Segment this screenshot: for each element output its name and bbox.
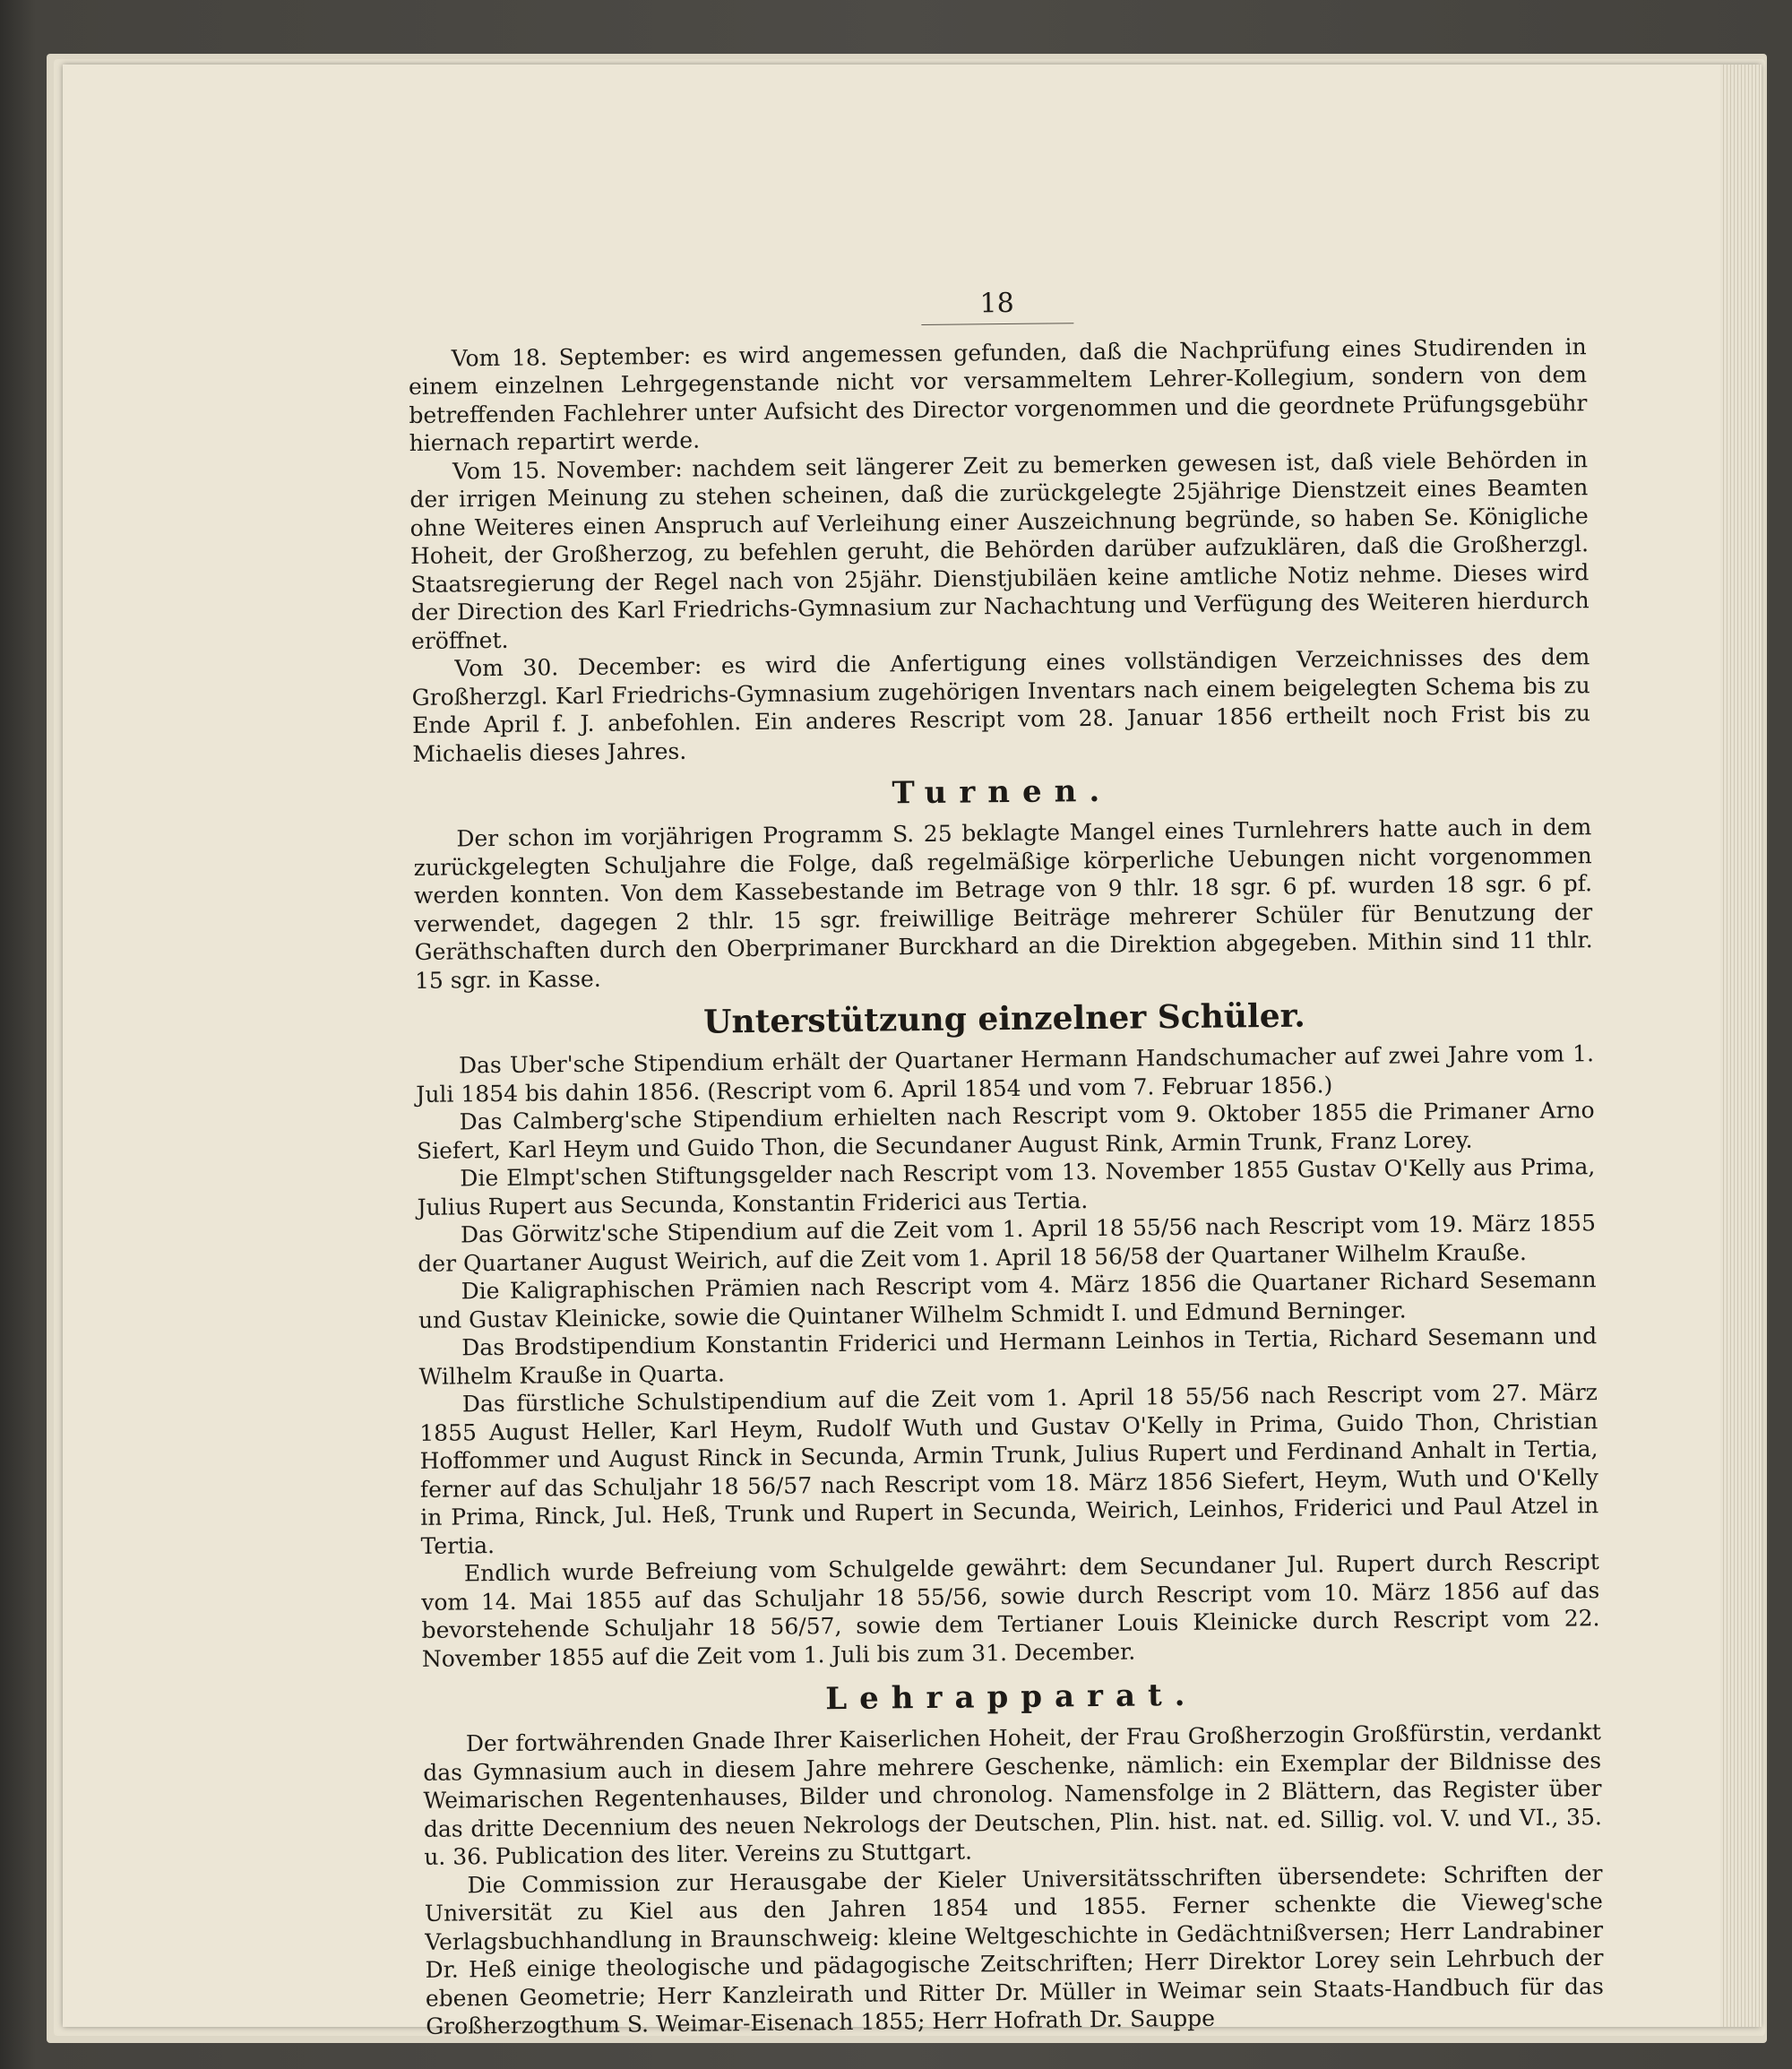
paragraph: Der fortwährenden Gnade Ihrer Kaiserlichen Hoheit, der Frau Großherzogin Großfürstin, verdankt das Gymnasium auch in diesem Jahre mehrere Geschenke, nämlich: ein Exemplar der Bildnisse des Weimarischen Regentenhauses, Bilder und chronolog. Namensfolge in 2 Blättern, das Register über das dritte Decennium des neuen Nekrologs der Deutschen, Plin. hist. nat. ed. Sillig. vol. V. und VI., 35. u. 36. Publication des liter. Vereins zu Stuttgart. [423,1719,1602,1870]
paragraph: Vom 15. November: nachdem seit längerer Zeit zu bemerken gewesen ist, daß viele Behörden in der irrigen Meinung zu stehen scheinen, daß die zurückgelegte 25jährige Dienstzeit eines Beamten ohne Weiteres einen Anspruch auf Verleihung einer Auszeichnung begründe, so haben Se. Königliche Hoheit, der Großherzog, zu befehlen geruht, die Behörden darüber aufzuklären, daß die Großherzgl. Staatsregierung der Regel nach von 25jähr. Dienstjubiläen keine amtliche Notiz nehme. Dieses wird der Direction des Karl Friedrichs-Gymnasium zur Nachachtung und Verfügung des Weiteren hierdurch eröffnet. [409,445,1590,654]
page-edges [1720,65,1762,2027]
paragraph: Das Calmberg'sche Stipendium erhielten nach Rescript vom 9. Oktober 1855 die Primaner Arno Siefert, Karl Heym und Guido Thon, die Secundaner August Rink, Armin Trunk, Franz Lorey. [416,1097,1595,1164]
paragraph: Das Uber'sche Stipendium erhält der Quartaner Hermann Handschumacher auf zwei Jahre vom 1. Juli 1854 bis dahin 1856. (Rescript vom 6. April 1854 und vom 7. Februar 1856.) [416,1040,1595,1108]
paragraph: Vom 18. September: es wird angemessen gefunden, daß die Nachprüfung eines Studirenden in einem einzelnen Lehrgegenstande nicht vor versammeltem Lehrer-Kollegium, sondern von dem betreffenden Fachlehrer unter Aufsicht des Director vorgenommen und die geordnete Prüfungsgebühr hiernach repartirt werde. [408,332,1588,456]
paragraph: Die Kaligraphischen Prämien nach Rescript vom 4. März 1856 die Quartaner Richard Sesemann und Gustav Kleinicke, sowie die Quintaner Wilhelm Schmidt I. und Edmund Berninger. [418,1266,1597,1333]
page-number: 18 [920,289,1073,324]
paragraph: Endlich wurde Befreiung vom Schulgelde gewährt: dem Secundaner Jul. Rupert durch Rescript vom 14. Mai 1855 auf das Schuljahr 18 55/56, sowie durch Rescript vom 10. März 1856 auf das bevorstehende Schuljahr 18 56/57, sowie dem Tertianer Louis Kleinicke durch Rescript vom 22. November 1855 auf die Zeit vom 1. Juli bis zum 31. December. [421,1548,1600,1672]
section-heading-unterstuetzung: Unterstützung einzelner Schüler. [702,996,1306,1041]
paragraph: Der schon im vorjährigen Programm S. 25 beklagte Mangel eines Turnlehrers hatte auch in dem zurückgelegten Schuljahre die Folge, daß regelmäßige körperliche Uebungen nicht vorgenommen werden konnten. Von dem Kassebestande im Betrage von 9 thlr. 18 sgr. 6 pf. wurden 18 sgr. 6 pf. verwendet, dagegen 2 thlr. 15 sgr. freiwillige Beiträge mehrerer Schüler für Benutzung der Geräthschaften durch den Oberprimaner Burckhard an die Direktion abgegeben. Mithin sind 11 thlr. 15 sgr. in Kasse. [413,814,1593,994]
paragraph: Vom 30. December: es wird die Anfertigung eines vollständigen Verzeichnisses des dem Großherzgl. Karl Friedrichs-Gymnasium zugehörigen Inventars nach einem beigelegten Schema bis zu Ende April f. J. anbefohlen. Ein anderes Rescript vom 28. Januar 1856 ertheilt noch Frist bis zu Michaelis dieses Jahres. [411,643,1591,767]
paragraph: Die Commission zur Herausgabe der Kieler Universitätsschriften übersendete: Schriften der Universität zu Kiel aus den Jahren 1854 und 1855. Ferner schenkte die Vieweg'sche Verlagsbuchhandlung in Braunschweig: kleine Weltgeschichte in Gedächtnißversen; Herr Landrabiner Dr. Heß einige theologische und pädagogische Zeitschriften; Herr Direktor Lorey sein Lehrbuch der ebenen Geometrie; Herr Kanzleirath und Ritter Dr. Müller in Weimar sein Staats-Handbuch für das Großherzogthum S. Weimar-Eisenach 1855; Herr Hofrath Dr. Sauppe [424,1859,1604,2039]
page-content [408,283,1604,2040]
paragraph: Das fürstliche Schulstipendium auf die Zeit vom 1. April 18 55/56 nach Rescript vom 27. März 1855 August Heller, Karl Heym, Rudolf Wuth und Gustav O'Kelly in Prima, Guido Thon, Christian Hoffommer und August Rinck in Secunda, Armin Trunk, Julius Rupert und Ferdinand Anhalt in Tertia, ferner auf das Schuljahr 18 56/57 nach Rescript vom 18. März 1856 Siefert, Heym, Wuth und O'Kelly in Prima, Rinck, Jul. Heß, Trunk und Rupert in Secunda, Weirich, Leinhos, Friderici und Paul Atzel in Tertia. [419,1379,1599,1559]
section-heading-lehrapparat: Lehrapparat. [825,1677,1198,1718]
paragraph: Das Görwitz'sche Stipendium auf die Zeit vom 1. April 18 55/56 nach Rescript vom 19. März 1855 der Quartaner August Weirich, auf die Zeit vom 1. April 18 56/58 der Quartaner Wilhelm Krauße. [418,1210,1597,1277]
paragraph: Die Elmpt'schen Stiftungsgelder nach Rescript vom 13. November 1855 Gustav O'Kelly aus Prima, Julius Rupert aus Secunda, Konstantin Friderici aus Tertia. [417,1153,1596,1220]
section-heading-turnen: Turnen. [892,772,1113,812]
paragraph: Das Brodstipendium Konstantin Friderici und Hermann Leinhos in Tertia, Richard Sesemann und Wilhelm Krauße in Quarta. [418,1323,1598,1390]
